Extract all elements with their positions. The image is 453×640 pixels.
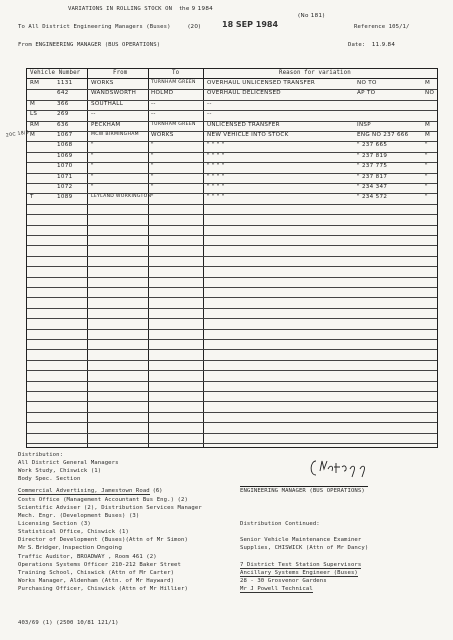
row-divider bbox=[27, 412, 437, 413]
row-divider bbox=[27, 443, 437, 444]
reference: Reference 105/1/ bbox=[354, 24, 410, 30]
distribution-line: Licensing Section (3) bbox=[18, 521, 91, 527]
received-stamp: 18 SEP 1984 bbox=[222, 20, 279, 29]
column-header-reason: Reason for variation bbox=[279, 70, 351, 76]
cell-from: " bbox=[91, 163, 94, 170]
cell-vehicle-number: 1068 bbox=[57, 142, 73, 149]
notice-number: (No 181) bbox=[298, 13, 325, 19]
row-divider bbox=[27, 370, 437, 371]
cell-extra: " 234 347 bbox=[357, 184, 388, 190]
distribution-line-handwritten: Mr S. Bridger, Inspection Ongoing bbox=[18, 545, 123, 551]
cell-from: SOUTHALL bbox=[91, 100, 124, 107]
cell-code: " bbox=[425, 184, 428, 190]
row-divider bbox=[27, 245, 437, 246]
cell-to: " bbox=[151, 184, 154, 190]
continued-line: Mr J Powell Technical bbox=[240, 586, 313, 592]
cell-extra: AP TO bbox=[357, 90, 376, 97]
table-row bbox=[27, 183, 437, 193]
row-divider bbox=[27, 235, 437, 236]
row-divider bbox=[27, 214, 437, 215]
to-count: (20) bbox=[188, 24, 201, 30]
cell-to: TURNHAM GREEN bbox=[151, 80, 196, 85]
distribution-line: Traffic Auditor, BROADWAY , Room 461 (2) bbox=[18, 554, 157, 560]
row-divider bbox=[27, 277, 437, 278]
date-label: Date: bbox=[348, 42, 366, 48]
cell-to: " bbox=[151, 173, 154, 180]
cell-reason: -- bbox=[207, 100, 212, 107]
signature-text bbox=[306, 482, 316, 483]
cell-code: M bbox=[425, 121, 431, 128]
cell-to: -- bbox=[151, 111, 156, 118]
cell-reason: " " " " bbox=[207, 142, 225, 149]
cell-extra: NO TO bbox=[357, 80, 377, 86]
table-row bbox=[27, 110, 437, 120]
continued-line: Ancillary Systems Engineer (Buses) bbox=[240, 570, 358, 576]
signature-title: ENGINEERING MANAGER (BUS OPERATIONS) bbox=[240, 488, 365, 494]
distribution-line: Purchasing Officer, Chiswick (Attn of Mr Hillier) bbox=[18, 586, 188, 592]
cell-reason: -- bbox=[207, 111, 212, 118]
continued-line: Supplies, CHISWICK (Attn of Mr Dancy) bbox=[240, 545, 369, 551]
cell-prefix: M bbox=[30, 132, 36, 138]
cell-vehicle-number: 642 bbox=[57, 90, 69, 97]
row-divider bbox=[27, 318, 437, 319]
distribution-line: Costs Office (Management Accountant Bus Eng.) (2) bbox=[18, 497, 188, 503]
cell-prefix: RM bbox=[30, 121, 40, 128]
cell-from: " bbox=[91, 173, 94, 180]
column-header-to: To bbox=[172, 70, 180, 76]
cell-from: " bbox=[91, 152, 94, 159]
cell-code: " bbox=[425, 142, 428, 149]
distribution-line: Operations Systems Officer 210-212 Baker Street bbox=[18, 562, 181, 568]
cell-code: M bbox=[425, 132, 431, 138]
table-row bbox=[27, 131, 437, 141]
cell-code: NO bbox=[425, 90, 435, 97]
commercial-count: (6) bbox=[153, 488, 163, 494]
cell-code: M bbox=[425, 80, 431, 86]
cell-from: " bbox=[91, 142, 94, 149]
distribution-heading: Distribution: bbox=[18, 452, 64, 458]
to-line: To All District Engineering Managers (Buses) bbox=[18, 24, 171, 30]
column-header-vehicle: Vehicle Number bbox=[30, 70, 81, 76]
from-line: From ENGINEERING MANAGER (BUS OPERATIONS) bbox=[18, 42, 161, 48]
cell-code: " bbox=[425, 163, 428, 170]
cell-from: PECKHAM bbox=[91, 121, 121, 128]
cell-vehicle-number: 1131 bbox=[57, 80, 73, 86]
cell-from: " bbox=[91, 184, 94, 190]
cell-reason: UNLICENSED TRANSFER bbox=[207, 121, 280, 128]
cell-reason: " " " " bbox=[207, 152, 225, 159]
cell-vehicle-number: 1089 bbox=[57, 194, 73, 201]
cell-from: LEYLAND WORKINGTON bbox=[91, 194, 152, 200]
cell-reason: " " " " bbox=[207, 184, 225, 190]
distribution-line: Work Study, Chiswick (1) bbox=[18, 468, 102, 474]
table-row bbox=[27, 193, 437, 203]
cell-prefix: M bbox=[30, 100, 36, 107]
continued-line: 28 - 30 Grosvenor Gardens bbox=[240, 578, 327, 584]
continued-line: 7 District Test Station Supervisors bbox=[240, 562, 362, 568]
cell-code: " bbox=[425, 173, 428, 180]
cell-vehicle-number: 636 bbox=[57, 121, 69, 128]
cell-extra: " 237 819 bbox=[357, 152, 388, 159]
row-divider bbox=[27, 422, 437, 423]
cell-prefix: T bbox=[30, 194, 34, 201]
cell-extra: ENG NO 237 666 bbox=[357, 132, 409, 138]
cell-from: -- bbox=[91, 111, 96, 118]
cell-prefix: LS bbox=[30, 111, 38, 118]
continued-heading: Distribution Continued: bbox=[240, 521, 320, 527]
row-divider bbox=[27, 401, 437, 402]
cell-vehicle-number: 1070 bbox=[57, 163, 73, 170]
table-row bbox=[27, 100, 437, 110]
row-divider bbox=[27, 391, 437, 392]
distribution-line: Training School, Chiswick (Attn of Mr Carter) bbox=[18, 570, 175, 576]
title-date: the 9 1984 bbox=[179, 6, 214, 12]
table-row bbox=[27, 79, 437, 89]
continued-line: Senior Vehicle Maintenance Examiner bbox=[240, 537, 362, 543]
table-row bbox=[27, 89, 437, 99]
cell-from: MCW BIRMINGHAM bbox=[91, 132, 139, 137]
cell-vehicle-number: 1069 bbox=[57, 152, 73, 159]
cell-from: WORKS bbox=[91, 80, 114, 86]
row-divider bbox=[27, 287, 437, 288]
row-divider bbox=[27, 381, 437, 382]
row-divider bbox=[27, 308, 437, 309]
date-field bbox=[348, 42, 395, 48]
table-row bbox=[27, 162, 437, 172]
cell-extra: " 237 775 bbox=[357, 163, 388, 170]
row-divider bbox=[27, 339, 437, 340]
cell-to: " bbox=[151, 194, 154, 201]
cell-vehicle-number: 1071 bbox=[57, 173, 73, 180]
row-divider bbox=[27, 360, 437, 361]
date-value: 11.9.84 bbox=[371, 42, 396, 48]
row-divider bbox=[27, 297, 437, 298]
cell-to: " bbox=[151, 163, 154, 170]
cell-reason: OVERHAUL DELICENSED bbox=[207, 90, 281, 97]
row-divider bbox=[27, 329, 437, 330]
row-divider bbox=[27, 256, 437, 257]
cell-to: HOLMD bbox=[151, 90, 174, 97]
margin-note: 20C 18/9 bbox=[5, 130, 30, 139]
cell-vehicle-number: 1072 bbox=[57, 184, 73, 190]
distribution-line: Mech. Engr. (Development Buses) (3) bbox=[18, 513, 140, 519]
cell-extra: " 237 665 bbox=[357, 142, 388, 149]
table-row bbox=[27, 173, 437, 183]
table-row bbox=[27, 121, 437, 131]
cell-reason: " " " " bbox=[207, 194, 225, 201]
cell-extra: INSP bbox=[357, 121, 371, 128]
cell-reason: " " " " bbox=[207, 163, 225, 170]
distribution-line: Body Spec. Section bbox=[18, 476, 81, 482]
distribution-line: Statistical Office, Chiswick (1) bbox=[18, 529, 129, 535]
cell-code: " bbox=[425, 152, 428, 159]
cell-code: " bbox=[425, 194, 428, 201]
document-title: VARIATIONS IN ROLLING STOCK ON the 9 1984 bbox=[68, 6, 214, 12]
cell-from: WANDSWORTH bbox=[91, 90, 137, 97]
cell-prefix: RM bbox=[30, 80, 40, 86]
row-divider bbox=[27, 433, 437, 434]
rolling-stock-table bbox=[26, 68, 438, 448]
cell-to: " bbox=[151, 152, 154, 159]
cell-reason: OVERHAUL UNLICENSED TRANSFER bbox=[207, 80, 316, 86]
row-divider bbox=[27, 225, 437, 226]
distribution-line: Director of Development (Buses)(Attn of Mr Simon) bbox=[18, 537, 188, 543]
table-row bbox=[27, 152, 437, 162]
distribution-line: Commercial Advertising, Jamestown Road (6) bbox=[18, 488, 163, 494]
row-divider bbox=[27, 204, 437, 205]
distribution-line: Scientific Adviser (2), Distribution Services Manager bbox=[18, 505, 202, 511]
cell-to: " bbox=[151, 142, 154, 149]
cell-reason: NEW VEHICLE INTO STOCK bbox=[207, 132, 289, 138]
cell-to: TURNHAM GREEN bbox=[151, 121, 196, 127]
distribution-line: All District General Managers bbox=[18, 460, 119, 466]
cell-vehicle-number: 366 bbox=[57, 100, 69, 107]
cell-vehicle-number: 1067 bbox=[57, 132, 73, 138]
signature bbox=[306, 455, 376, 481]
cell-vehicle-number: 269 bbox=[57, 111, 69, 118]
column-header-from: From bbox=[113, 70, 128, 76]
distribution-line: Works Manager, Aldenham (Attn. of Mr Hayward) bbox=[18, 578, 175, 584]
cell-reason: " " " " bbox=[207, 173, 225, 180]
form-code: 403/69 (1) (2500 10/81 121/1) bbox=[18, 620, 119, 626]
cell-extra: " 234 572 bbox=[357, 194, 388, 201]
row-divider bbox=[27, 349, 437, 350]
cell-to: WORKS bbox=[151, 132, 174, 138]
cell-extra: " 237 817 bbox=[357, 173, 388, 180]
table-row bbox=[27, 141, 437, 151]
cell-to: -- bbox=[151, 100, 156, 107]
row-divider bbox=[27, 266, 437, 267]
